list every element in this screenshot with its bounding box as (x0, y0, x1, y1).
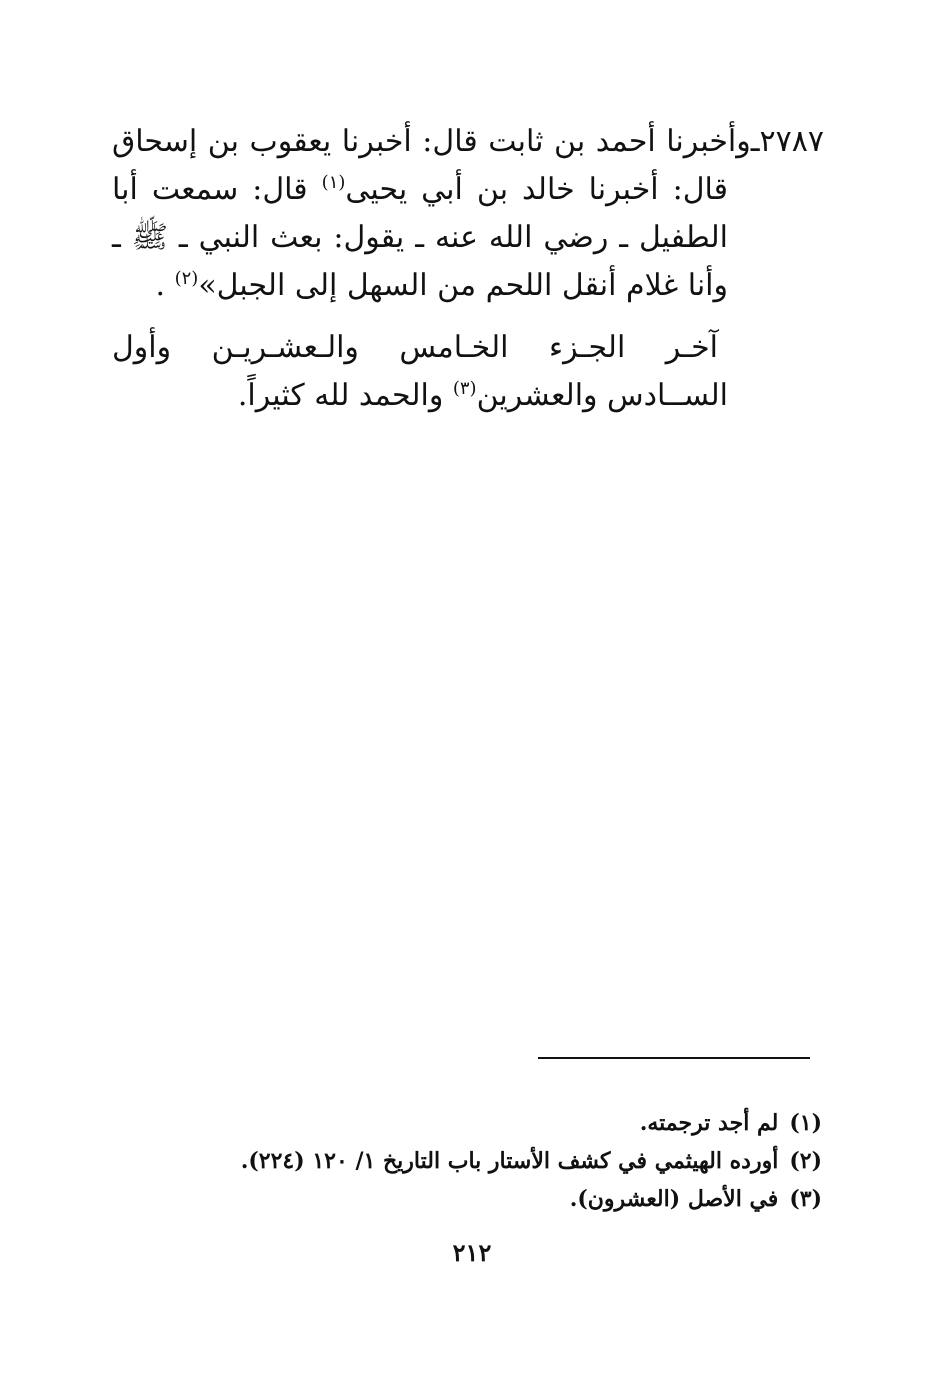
footnote-separator-rule (538, 1057, 810, 1059)
main-text-body (112, 118, 824, 420)
footnote-marker: (٢) (789, 1148, 822, 1174)
hadith-text-part-3: . (155, 268, 175, 303)
footnote-ref-3: (٣) (452, 378, 477, 399)
footnote-marker: (٣) (789, 1186, 822, 1212)
footnote-2 (200, 1142, 822, 1180)
footnotes-section (200, 1104, 822, 1218)
hadith-text-part-1: وأخبرنا أحمد بن ثابت قال: أخبرنا يعقوب بن إسحاق قال: أخبرنا خالد بن أبي يحيى (112, 124, 751, 207)
closing-text-part-2: والحمد لله كثيراً. (237, 378, 453, 413)
footnote-text: في الأصل (العشرون). (569, 1186, 779, 1212)
closing-paragraph (112, 324, 824, 420)
footnote-text: أورده الهيثمي في كشف الأستار باب التاريخ ١/ ١٢٠ (٢٢٤). (240, 1148, 779, 1174)
hadith-text-part-2: قال: سمعت أبا الطفيل ـ رضي الله عنه ـ يقول: بعث النبي ـ ﷺ ـ وأنا غلام أنقل اللحم من السهل إلى الجبل» (112, 172, 728, 303)
closing-text-part-1: آخـر الجـزء الخـامس والـعشـريـن وأول الســادس والعشرين (112, 330, 728, 413)
footnote-1 (200, 1104, 822, 1142)
footnote-marker: (١) (789, 1110, 822, 1136)
footnote-text: لم أجد ترجمته. (639, 1110, 779, 1136)
footnote-ref-2: (٢) (174, 268, 199, 289)
hadith-paragraph (112, 118, 824, 310)
page-number: ٢١٢ (452, 1238, 492, 1267)
footnote-ref-1: (١) (321, 172, 346, 193)
hadith-number: ٢٧٨٧ (759, 124, 824, 159)
hadith-number-dash: ـ (750, 124, 760, 159)
footnote-3 (200, 1180, 822, 1218)
